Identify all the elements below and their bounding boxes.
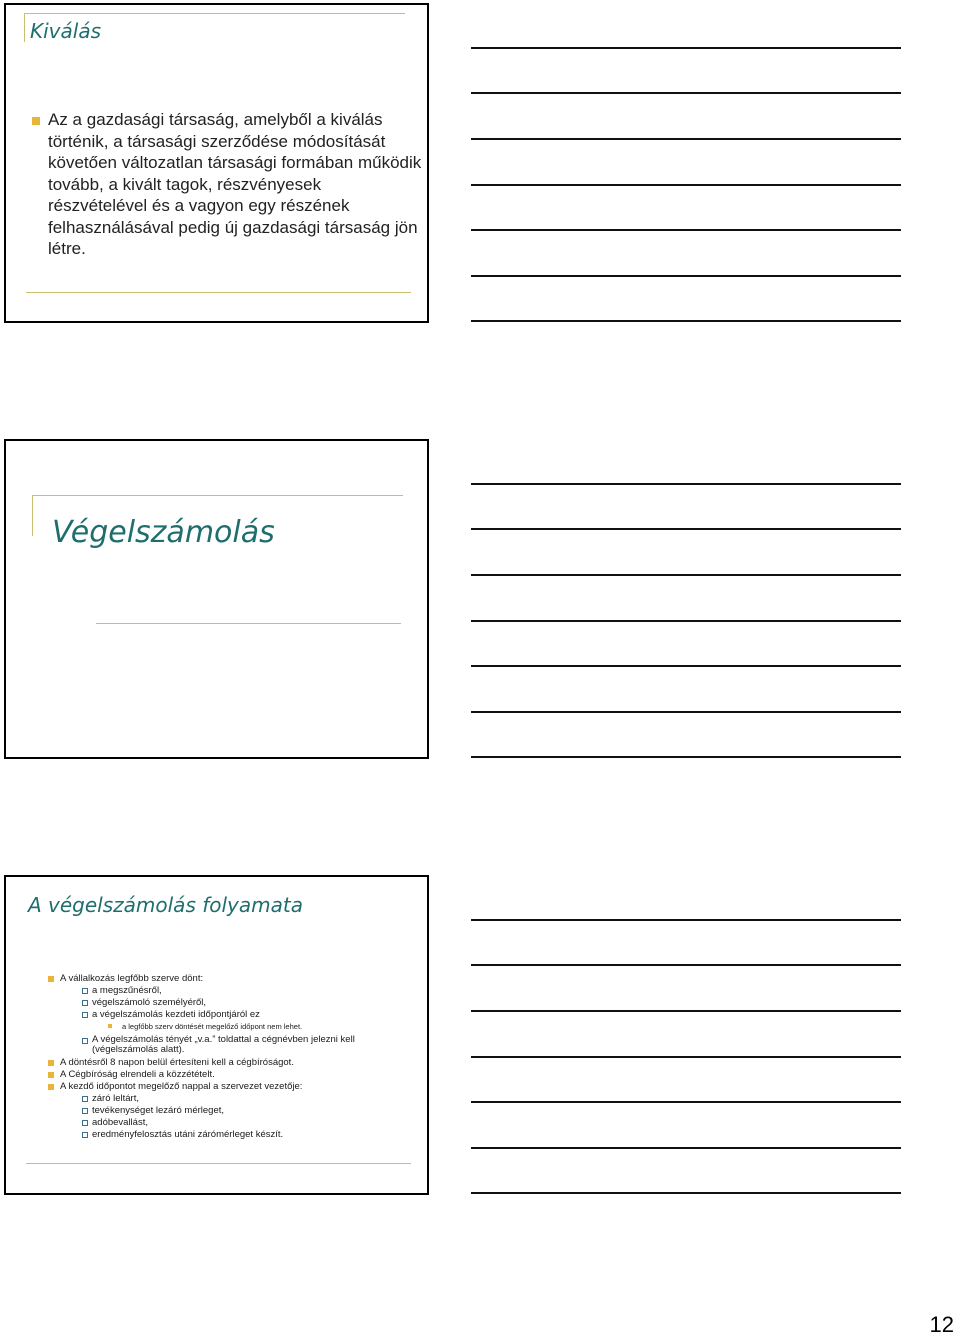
page-number: 12 [929,1312,954,1337]
note-line [471,229,901,231]
list-item-text: A végelszámolás tényét „v.a.” toldattal a cégnévben jelezni kell (végelszámolás alatt). [92,1034,355,1055]
note-line [471,964,901,966]
note-line [471,919,901,921]
bullet-icon [48,1072,54,1078]
note-line [471,620,901,622]
notes-lines-1 [471,0,901,330]
list-item [6,1081,426,1093]
bottom-rule [96,623,401,624]
list-item [6,1021,426,1033]
checkbox-bullet-icon [82,1120,88,1126]
list-item-text: a legfőbb szerv döntését megelőző időpont nem lehet. [122,1022,303,1031]
slide-title: Kiválás [30,19,101,43]
bottom-rule [26,1163,411,1164]
list-item-text: a megszűnésről, [92,985,162,996]
note-line [471,184,901,186]
list-item-text: A kezdő időpontot megelőző nappal a szervezet vezetője: [60,1081,303,1092]
list-item [6,1035,392,1055]
checkbox-bullet-icon [82,1012,88,1018]
slide-title: Végelszámolás [52,515,275,550]
list-item-text: A döntésről 8 napon belül értesíteni kell a cégbíróságot. [60,1057,294,1068]
slide-title: A végelszámolás folyamata [28,893,303,917]
bullet-icon [48,1060,54,1066]
list-item-text: végelszámoló személyéről, [92,997,207,1008]
list-item [6,1093,426,1105]
note-line [471,92,901,94]
checkbox-bullet-icon [82,1108,88,1114]
checkbox-bullet-icon [82,1096,88,1102]
slide-body-text: Az a gazdasági társaság, amelyből a kiválás történik, a társasági szerződése módosítását követően változatlan társasági formában működik tovább, a kivált tagok, részvényesek részvételével és a vagyon egy részének felhasználásával pedig új gazdasági társaság jön létre. [48,110,422,258]
list-item-text: eredményfelosztás utáni zárómérleget készít. [92,1129,284,1140]
slide-vegelszamolas [4,439,429,759]
note-line [471,275,901,277]
list-item-text: tevékenységet lezáró mérleget, [92,1105,225,1116]
list-item [6,1117,426,1129]
checkbox-bullet-icon [82,1132,88,1138]
notes-lines-2 [471,436,901,766]
note-line [471,665,901,667]
list-item [6,997,426,1009]
list-item-text: záró leltárt, [92,1093,139,1104]
list-item-text: adóbevallást, [92,1117,148,1128]
bullet-icon [48,976,54,982]
note-line [471,483,901,485]
note-line [471,138,901,140]
bullet-icon [108,1024,112,1028]
note-line [471,528,901,530]
checkbox-bullet-icon [82,988,88,994]
list-item [6,1069,426,1081]
note-line [471,1147,901,1149]
list-item [6,1009,426,1021]
list-item [6,1057,426,1069]
note-line [471,1192,901,1194]
bullet-list [6,973,426,1141]
list-item [6,985,426,997]
note-line [471,1056,901,1058]
note-line [471,1010,901,1012]
list-item [6,973,426,985]
checkbox-bullet-icon [82,1038,88,1044]
list-item [6,1105,426,1117]
list-item-text: a végelszámolás kezdeti időpontjáról ez [92,1009,260,1020]
bullet-icon [32,117,40,125]
note-line [471,1101,901,1103]
note-line [471,320,901,322]
note-line [471,756,901,758]
checkbox-bullet-icon [82,1000,88,1006]
notes-lines-3 [471,872,901,1202]
bottom-rule [26,292,411,293]
note-line [471,574,901,576]
slide-vegelszamolas-folyamata [4,875,429,1195]
slide-kivalas [4,3,429,323]
bullet-icon [48,1084,54,1090]
list-item [6,1129,426,1141]
list-item-text: A Cégbíróság elrendeli a közzétételt. [60,1069,215,1080]
note-line [471,47,901,49]
note-line [471,711,901,713]
list-item-text: A vállalkozás legfőbb szerve dönt: [60,973,204,984]
